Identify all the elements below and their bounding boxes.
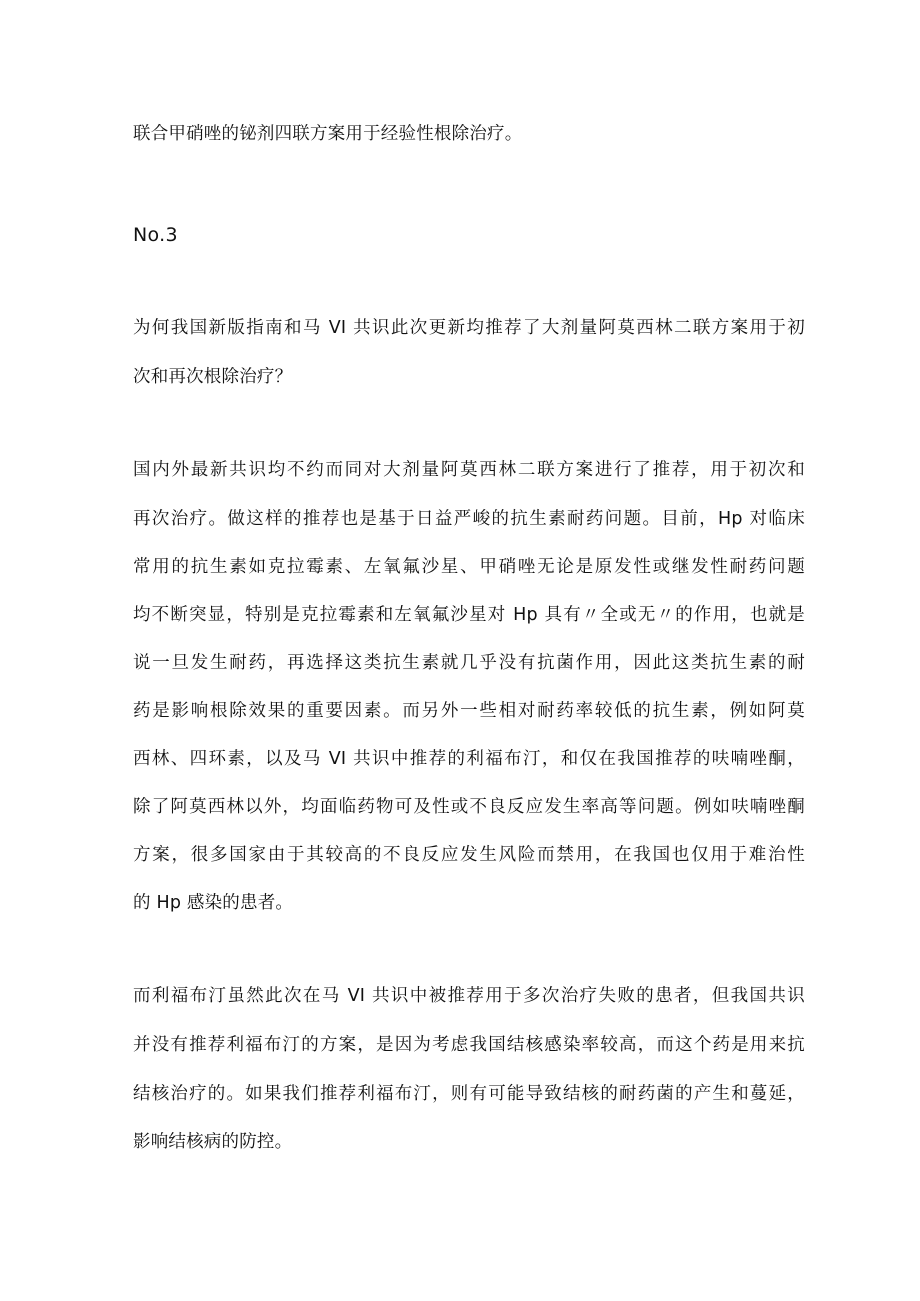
paragraph-line: 常用的抗生素如克拉霉素、左氧氟沙星、甲硝唑无论是原发性或继发性耐药问题	[133, 557, 805, 577]
paragraph-line: 说一旦发生耐药，再选择这类抗生素就几乎没有抗菌作用，因此这类抗生素的耐	[133, 653, 805, 673]
paragraph-line: 并没有推荐利福布汀的方案，是因为考虑我国结核感染率较高，而这个药是用来抗	[133, 1035, 805, 1055]
paragraph-line: 方案，很多国家由于其较高的不良反应发生风险而禁用，在我国也仅用于难治性	[133, 845, 805, 865]
paragraph-line: 西林、四环素，以及马 VI 共识中推荐的利福布汀，和仅在我国推荐的呋喃唑酮，	[133, 749, 805, 769]
paragraph-line: 的 Hp 感染的患者。	[133, 893, 294, 913]
question-line: 次和再次根除治疗？	[133, 367, 293, 387]
paragraph-line: 而利福布汀虽然此次在马 VI 共识中被推荐用于多次治疗失败的患者，但我国共识	[133, 986, 805, 1006]
paragraph-line: 影响结核病的防控。	[133, 1132, 293, 1152]
question-line: 为何我国新版指南和马 VI 共识此次更新均推荐了大剂量阿莫西林二联方案用于初	[133, 318, 805, 338]
paragraph-line: 药是影响根除效果的重要因素。而另外一些相对耐药率较低的抗生素，例如阿莫	[133, 701, 805, 721]
paragraph-line: 结核治疗的。如果我们推荐利福布汀，则有可能导致结核的耐药菌的产生和蔓延，	[133, 1084, 805, 1104]
paragraph-line: 均不断突显，特别是克拉霉素和左氧氟沙星对 Hp 具有〃全或无〃的作用，也就是	[133, 605, 805, 625]
intro-line: 联合甲硝唑的铋剂四联方案用于经验性根除治疗。	[133, 124, 523, 144]
paragraph-line: 再次治疗。做这样的推荐也是基于日益严峻的抗生素耐药问题。目前，Hp 对临床	[133, 509, 805, 529]
section-label: No.3	[133, 224, 178, 246]
paragraph-line: 除了阿莫西林以外，均面临药物可及性或不良反应发生率高等问题。例如呋喃唑酮	[133, 797, 805, 817]
paragraph-line: 国内外最新共识均不约而同对大剂量阿莫西林二联方案进行了推荐，用于初次和	[133, 460, 805, 480]
